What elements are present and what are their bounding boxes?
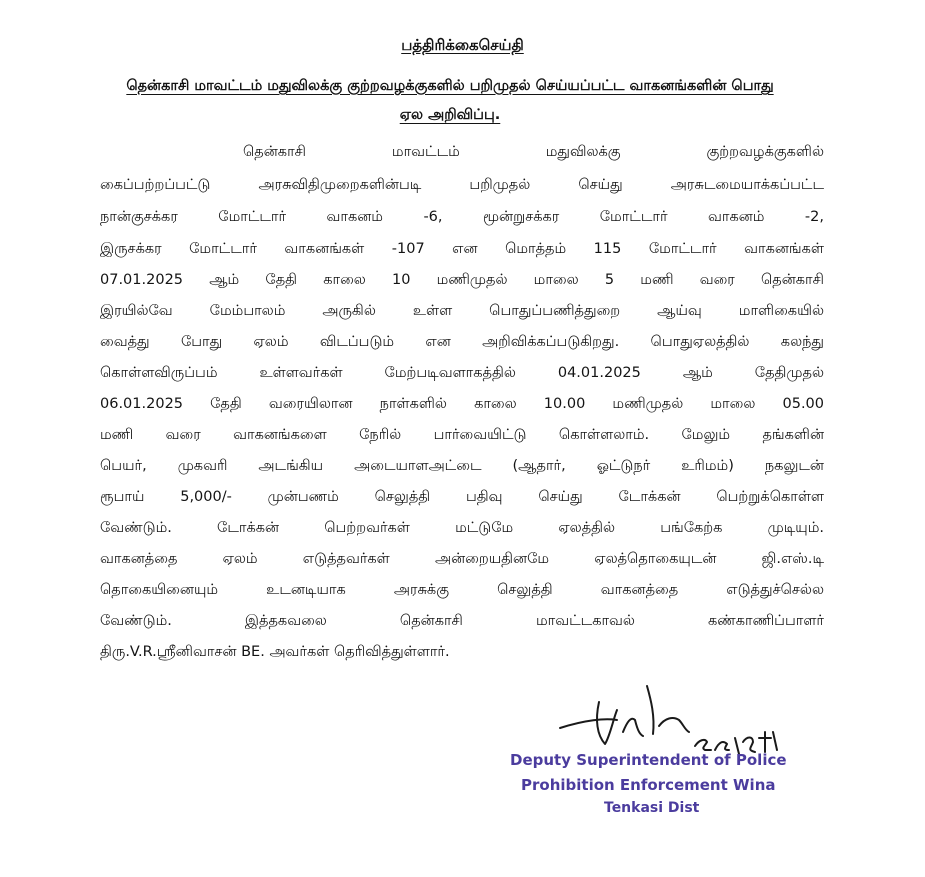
- body-line: நான்குசக்கர மோட்டார் வாகனம் -6, மூன்றுசக்கர மோட்டார் வாகனம் -2,: [100, 209, 824, 225]
- body-line: 07.01.2025 ஆம் தேதி காலை 10 மணிமுதல் மாலை 5 மணி வரை தென்காசி: [100, 272, 824, 288]
- stamp-wing: Prohibition Enforcement Wina: [521, 776, 776, 794]
- body-line: மணி வரை வாகனங்களை நேரில் பார்வையிட்டு கொள்ளலாம். மேலும் தங்களின்: [100, 427, 824, 443]
- document-subject: தென்காசி மாவட்டம் மதுவிலக்கு குற்றவழக்குகளில் பறிமுதல் செய்யப்பட்ட வாகனங்களின் பொது ஏல அறிவிப்பு.: [126, 78, 774, 123]
- stamp-designation: Deputy Superintendent of Police: [510, 751, 787, 769]
- body-line: வேண்டும். இத்தகவலை தென்காசி மாவட்டகாவல் கண்காணிப்பாளர்: [100, 613, 824, 629]
- document-heading: பத்திரிக்கைசெய்தி: [401, 36, 524, 54]
- handwritten-signature: [555, 680, 805, 760]
- body-line: திரு.V.R.ஸ்ரீனிவாசன் BE. அவர்கள் தெரிவித்துள்ளார்.: [100, 644, 450, 660]
- body-line: வாகனத்தை ஏலம் எடுத்தவர்கள் அன்றையதினமே ஏலத்தொகையுடன் ஜி.எஸ்.டி: [100, 551, 824, 567]
- body-line: 06.01.2025 தேதி வரையிலான நாள்களில் காலை 10.00 மணிமுதல் மாலை 05.00: [100, 396, 824, 412]
- body-line: இருசக்கர மோட்டார் வாகனங்கள் -107 என மொத்தம் 115 மோட்டார் வாகனங்கள்: [100, 241, 824, 257]
- body-line: வேண்டும். டோக்கன் பெற்றவர்கள் மட்டுமே ஏலத்தில் பங்கேற்க முடியும்.: [100, 520, 824, 536]
- body-line: கொள்ளவிருப்பம் உள்ளவர்கள் மேற்படிவளாகத்தில் 04.01.2025 ஆம் தேதிமுதல்: [100, 365, 824, 381]
- body-line: கைப்பற்றப்பட்டு அரசுவிதிமுறைகளின்படி பறிமுதல் செய்து அரசுடமையாக்கப்பட்ட: [100, 177, 824, 193]
- body-line: பெயர், முகவரி அடங்கிய அடையாளஅட்டை (ஆதார், ஓட்டுநர் உரிமம்) நகலுடன்: [100, 458, 824, 474]
- body-line: தென்காசி மாவட்டம் மதுவிலக்கு குற்றவழக்குகளில்: [243, 144, 824, 160]
- body-line: இரயில்வே மேம்பாலம் அருகில் உள்ள பொதுப்பணித்துறை ஆய்வு மாளிகையில்: [100, 303, 824, 319]
- signature-strokes: [560, 686, 777, 754]
- body-line: ரூபாய் 5,000/- முன்பணம் செலுத்தி பதிவு செய்து டோக்கன் பெற்றுக்கொள்ள: [100, 489, 824, 505]
- body-line: வைத்து போது ஏலம் விடப்படும் என அறிவிக்கப்படுகிறது. பொதுஏலத்தில் கலந்து: [100, 334, 824, 350]
- body-line: தொகையினையும் உடனடியாக அரசுக்கு செலுத்தி வாகனத்தை எடுத்துச்செல்ல: [100, 582, 824, 598]
- stamp-district: Tenkasi Dist: [604, 800, 700, 816]
